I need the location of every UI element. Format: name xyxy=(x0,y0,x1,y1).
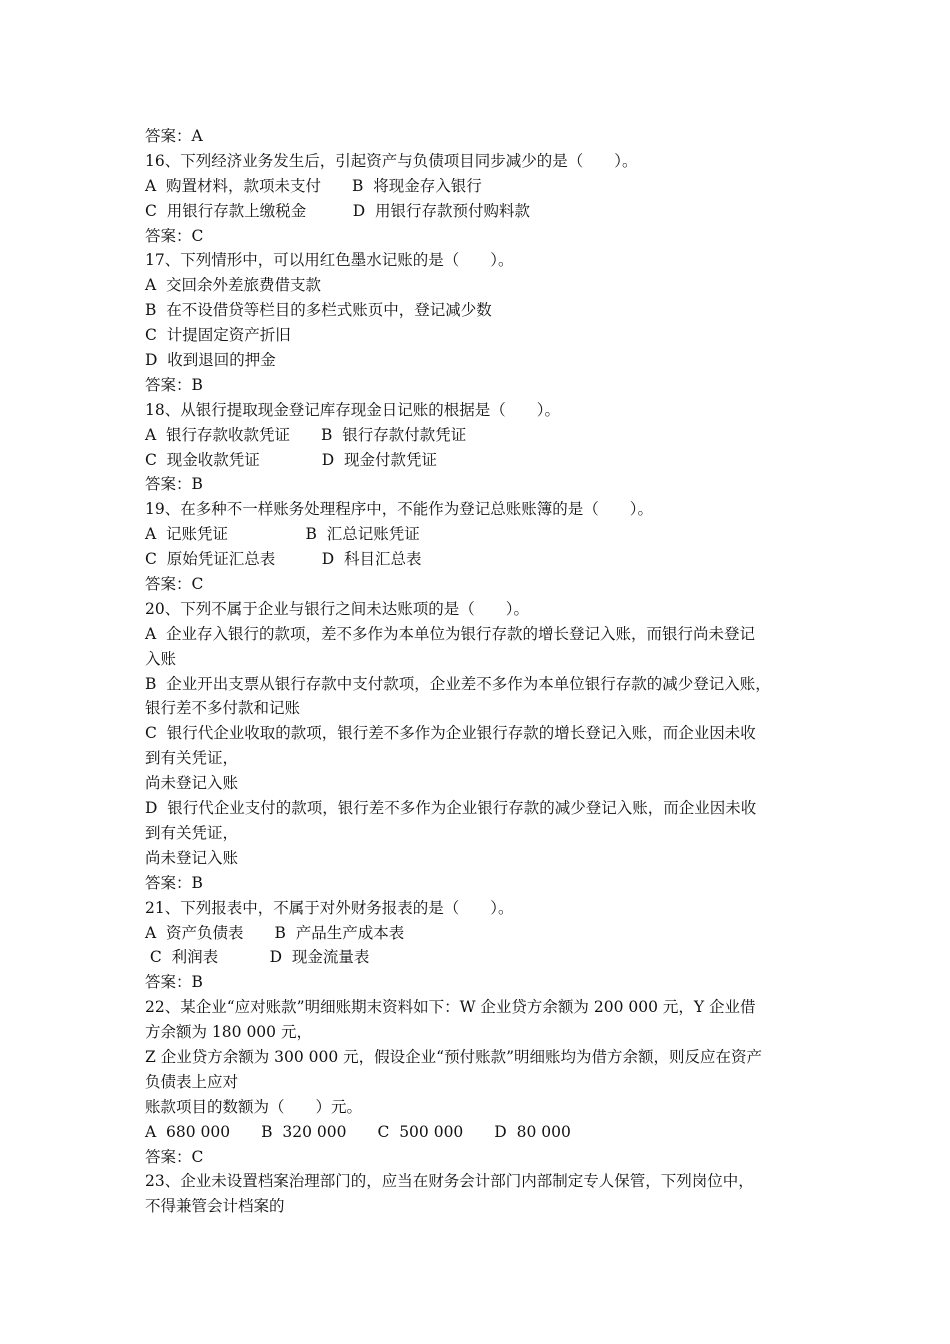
question-17-option-d: D 收到退回的押金 xyxy=(145,351,276,370)
question-19: 19、在多种不一样账务处理程序中，不能作为登记总账账簿的是（ ）。 xyxy=(145,500,653,519)
question-20-option-a-cont: 入账 xyxy=(145,649,177,668)
question-20-option-d-cont2: 尚未登记入账 xyxy=(145,848,239,867)
question-16: 16、下列经济业务发生后，引起资产与负债项目同步减少的是（ ）。 xyxy=(145,151,638,170)
answer-17: 答案：B xyxy=(145,375,203,394)
question-19-options-ab: A 记账凭证 B 汇总记账凭证 xyxy=(145,525,420,544)
question-22: 22、某企业“应对账款”明细账期末资料如下：W 企业贷方余额为 200 000 元，Y 企业借 xyxy=(145,998,756,1017)
question-23: 23、企业未设置档案治理部门的，应当在财务会计部门内部制定专人保管，下列岗位中， xyxy=(145,1172,754,1191)
question-22-options: A 680 000 B 320 000 C 500 000 D 80 000 xyxy=(145,1122,571,1141)
answer-21: 答案：B xyxy=(145,973,203,992)
question-17: 17、下列情形中，可以用红色墨水记账的是（ ）。 xyxy=(145,251,514,270)
question-17-option-a: A 交回余外差旅费借支款 xyxy=(145,276,322,295)
question-23-cont: 不得兼管会计档案的 xyxy=(145,1197,285,1216)
question-17-option-b: B 在不设借贷等栏目的多栏式账页中，登记减少数 xyxy=(145,301,492,320)
question-18-options-ab: A 银行存款收款凭证 B 银行存款付款凭证 xyxy=(145,425,467,444)
question-20-option-d: D 银行代企业支付的款项，银行差不多作为企业银行存款的减少登记入账，而企业因未收 xyxy=(145,799,757,818)
question-21: 21、下列报表中，不属于对外财务报表的是（ ）。 xyxy=(145,898,514,917)
question-20-option-a: A 企业存入银行的款项，差不多作为本单位为银行存款的增长登记入账，而银行尚未登记 xyxy=(145,624,756,643)
question-18-options-cd: C 现金收款凭证 D 现金付款凭证 xyxy=(145,450,437,469)
document-body xyxy=(145,124,815,1219)
question-19-options-cd: C 原始凭证汇总表 D 科目汇总表 xyxy=(145,550,422,569)
answer-20: 答案：B xyxy=(145,873,203,892)
question-22-cont3: 负债表上应对 xyxy=(145,1072,239,1091)
question-20-option-b: B 企业开出支票从银行存款中支付款项，企业差不多作为本单位银行存款的减少登记入账， xyxy=(145,674,771,693)
question-20-option-b-cont: 银行差不多付款和记账 xyxy=(145,699,301,718)
question-21-options-ab: A 资产负债表 B 产品生产成本表 xyxy=(145,923,405,942)
question-20-option-c-cont2: 尚未登记入账 xyxy=(145,774,239,793)
question-22-cont: 方余额为 180 000 元， xyxy=(145,1023,312,1042)
question-21-options-cd: C 利润表 D 现金流量表 xyxy=(145,948,370,967)
answer-16: 答案：C xyxy=(145,226,204,245)
question-22-cont4: 账款项目的数额为（ ）元。 xyxy=(145,1097,363,1116)
question-16-options-cd: C 用银行存款上缴税金 D 用银行存款预付购料款 xyxy=(145,201,530,220)
question-17-option-c: C 计提固定资产折旧 xyxy=(145,326,291,345)
answer-22: 答案：C xyxy=(145,1147,204,1166)
answer-15: 答案：A xyxy=(145,127,203,145)
question-22-cont2: Z 企业贷方余额为 300 000 元，假设企业“预付账款”明细账均为借方余额，则反应在资产 xyxy=(145,1047,762,1066)
answer-18: 答案：B xyxy=(145,475,203,494)
question-16-options-ab: A 购置材料，款项未支付 B 将现金存入银行 xyxy=(145,176,482,195)
question-18: 18、从银行提取现金登记库存现金日记账的根据是（ ）。 xyxy=(145,400,560,419)
question-20-option-c-cont: 到有关凭证， xyxy=(145,749,239,768)
question-20-option-d-cont: 到有关凭证， xyxy=(145,823,239,842)
question-20-option-c: C 银行代企业收取的款项，银行差不多作为企业银行存款的增长登记入账，而企业因未收 xyxy=(145,724,756,743)
answer-19: 答案：C xyxy=(145,575,204,594)
question-20: 20、下列不属于企业与银行之间未达账项的是（ ）。 xyxy=(145,599,529,618)
